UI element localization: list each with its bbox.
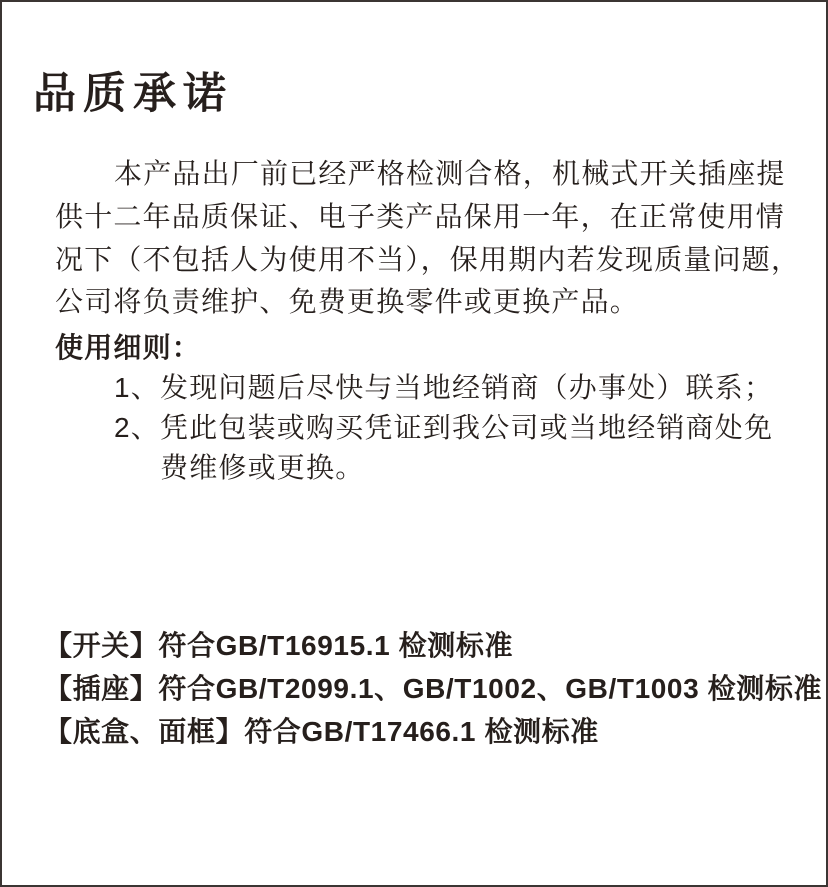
item-text-1 <box>160 368 773 408</box>
item-text-2 <box>160 408 773 488</box>
standard-switch: 【开关】符合GB/T16915.1 检测标准 <box>44 630 514 661</box>
intro-paragraph <box>55 153 815 324</box>
item-line: 凭此包装或购买凭证到我公司或当地经销商处免 <box>160 412 774 443</box>
standard-socket: 【插座】符合GB/T2099.1、GB/T1002、GB/T1003 检测标准 <box>44 673 823 704</box>
standards-section <box>44 624 824 753</box>
page-title: 品质承诺 <box>33 70 233 118</box>
item-number-2: 2、 <box>114 412 160 443</box>
item-line: 发现问题后尽快与当地经销商（办事处）联系； <box>160 372 774 403</box>
usage-rules-heading: 使用细则： <box>55 332 202 363</box>
intro-line-2: 供十二年品质保证、电子类产品保用一年，在正常使用情 <box>55 200 786 232</box>
item-line: 费维修或更换。 <box>160 452 365 483</box>
standard-box-frame: 【底盒、面框】符合GB/T17466.1 检测标准 <box>44 716 599 747</box>
intro-line-4: 公司将负责维护、免费更换零件或更换产品。 <box>55 286 640 318</box>
usage-rules-section <box>55 328 815 488</box>
item-number-1: 1、 <box>114 372 160 403</box>
usage-item-2 <box>114 408 815 488</box>
intro-line-3: 况下（不包括人为使用不当），保用期内若发现质量问题， <box>55 243 801 275</box>
usage-item-1 <box>114 368 815 408</box>
intro-line-1: 本产品出厂前已经严格检测合格，机械式开关插座提 <box>114 158 786 189</box>
